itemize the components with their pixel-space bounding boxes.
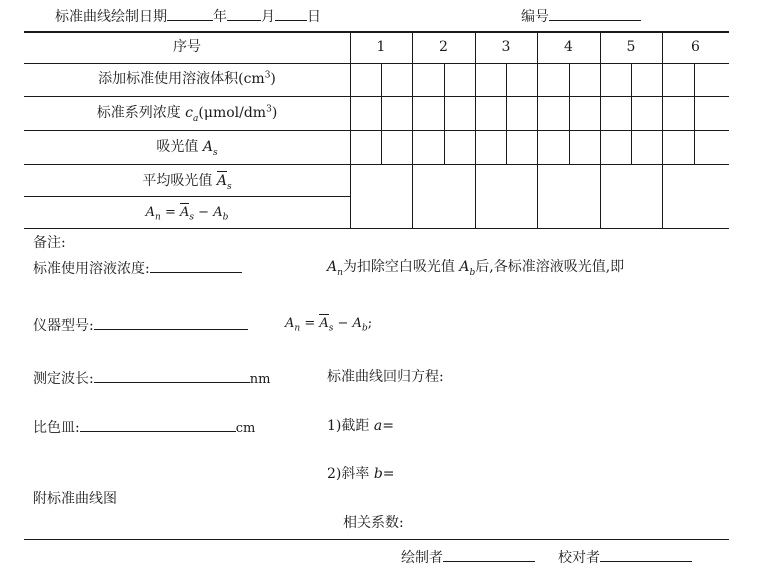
sub-column-divider bbox=[506, 63, 507, 164]
sub-column-divider bbox=[631, 63, 632, 164]
row-label-concentration: 标准系列浓度 $c_a(\mu mol/dm^3)$ bbox=[96, 104, 278, 124]
month-field[interactable] bbox=[227, 7, 261, 21]
drawn-by-label: 绘制者 bbox=[401, 550, 443, 566]
intercept-line: 1)截距 a= bbox=[327, 418, 394, 434]
table-divider bbox=[662, 31, 663, 228]
day-label: 日 bbox=[307, 9, 321, 25]
instrument-label: 仪器型号: bbox=[33, 318, 94, 334]
table-rule bbox=[24, 96, 729, 97]
sub-column-divider bbox=[569, 63, 570, 164]
std-conc-field[interactable] bbox=[150, 259, 242, 273]
year-label: 年 bbox=[213, 9, 227, 25]
slope-line: 2)斜率 b= bbox=[327, 466, 395, 482]
col-header-3: 3 bbox=[501, 39, 511, 55]
col-header-1: 1 bbox=[376, 39, 386, 55]
cuvette-line bbox=[33, 418, 255, 437]
instrument-line bbox=[33, 316, 248, 334]
wavelength-label: 测定波长: bbox=[33, 371, 94, 387]
col-header-5: 5 bbox=[626, 39, 636, 55]
serial-field[interactable] bbox=[549, 7, 641, 21]
explain-line: $A_n$为扣除空白吸光值 $A_b$后,各标准溶液吸光值,即 bbox=[327, 259, 625, 278]
table-rule bbox=[24, 164, 729, 165]
checked-by-label: 校对者 bbox=[558, 550, 600, 566]
row-label-absorbance: 吸光值 $A_s$ bbox=[156, 139, 218, 158]
instrument-field[interactable] bbox=[94, 316, 248, 330]
table-rule bbox=[24, 130, 729, 131]
form-title: 标准曲线绘制日期 bbox=[55, 9, 167, 25]
cuvette-unit: cm bbox=[235, 421, 256, 436]
drawn-by-line bbox=[401, 548, 535, 566]
table-rule bbox=[24, 63, 729, 64]
cuvette-field[interactable] bbox=[80, 418, 236, 432]
wavelength-unit: nm bbox=[249, 372, 271, 387]
row-label-avg-absorbance: 平均吸光值 $A_s$ bbox=[142, 173, 232, 192]
table-divider bbox=[537, 31, 538, 228]
checked-by-field[interactable] bbox=[600, 548, 692, 562]
table-divider bbox=[600, 31, 601, 228]
table-divider bbox=[412, 31, 413, 228]
table-bottom-border bbox=[24, 228, 729, 229]
col-header-serial: 序号 bbox=[173, 39, 201, 55]
header-line bbox=[55, 7, 321, 25]
drawn-by-field[interactable] bbox=[443, 548, 535, 562]
std-conc-line bbox=[33, 259, 242, 277]
wavelength-line bbox=[33, 369, 270, 388]
row-label-net-formula: $A_n = A_s - A_b$ bbox=[145, 205, 229, 223]
day-field[interactable] bbox=[275, 7, 307, 21]
checked-by-line bbox=[558, 548, 692, 566]
col-header-4: 4 bbox=[564, 39, 573, 55]
col-header-2: 2 bbox=[439, 39, 448, 55]
std-conc-label: 标准使用溶液浓度: bbox=[33, 261, 150, 277]
attached-chart-label: 附标准曲线图 bbox=[33, 491, 117, 507]
serial-label: 编号 bbox=[521, 9, 549, 25]
table-rule bbox=[24, 196, 350, 197]
table-divider bbox=[350, 31, 351, 228]
sub-column-divider bbox=[444, 63, 445, 164]
table-divider bbox=[475, 31, 476, 228]
serial-line bbox=[521, 7, 641, 25]
notes-heading: 备注: bbox=[33, 235, 66, 251]
table-top-border bbox=[24, 31, 729, 33]
sub-column-divider bbox=[694, 63, 695, 164]
formula-line: $A_n = A_s - A_b$; bbox=[285, 316, 373, 334]
col-header-6: 6 bbox=[691, 39, 700, 55]
row-label-volume: 添加标准使用溶液体积$(cm^3)$ bbox=[98, 70, 276, 87]
month-label: 月 bbox=[261, 9, 275, 25]
cuvette-label: 比色皿: bbox=[33, 420, 80, 436]
year-field[interactable] bbox=[167, 7, 213, 21]
wavelength-field[interactable] bbox=[94, 369, 250, 383]
sub-column-divider bbox=[381, 63, 382, 164]
correlation-label: 相关系数: bbox=[343, 515, 404, 531]
regression-label: 标准曲线回归方程: bbox=[327, 369, 444, 385]
footer-rule bbox=[24, 539, 729, 540]
